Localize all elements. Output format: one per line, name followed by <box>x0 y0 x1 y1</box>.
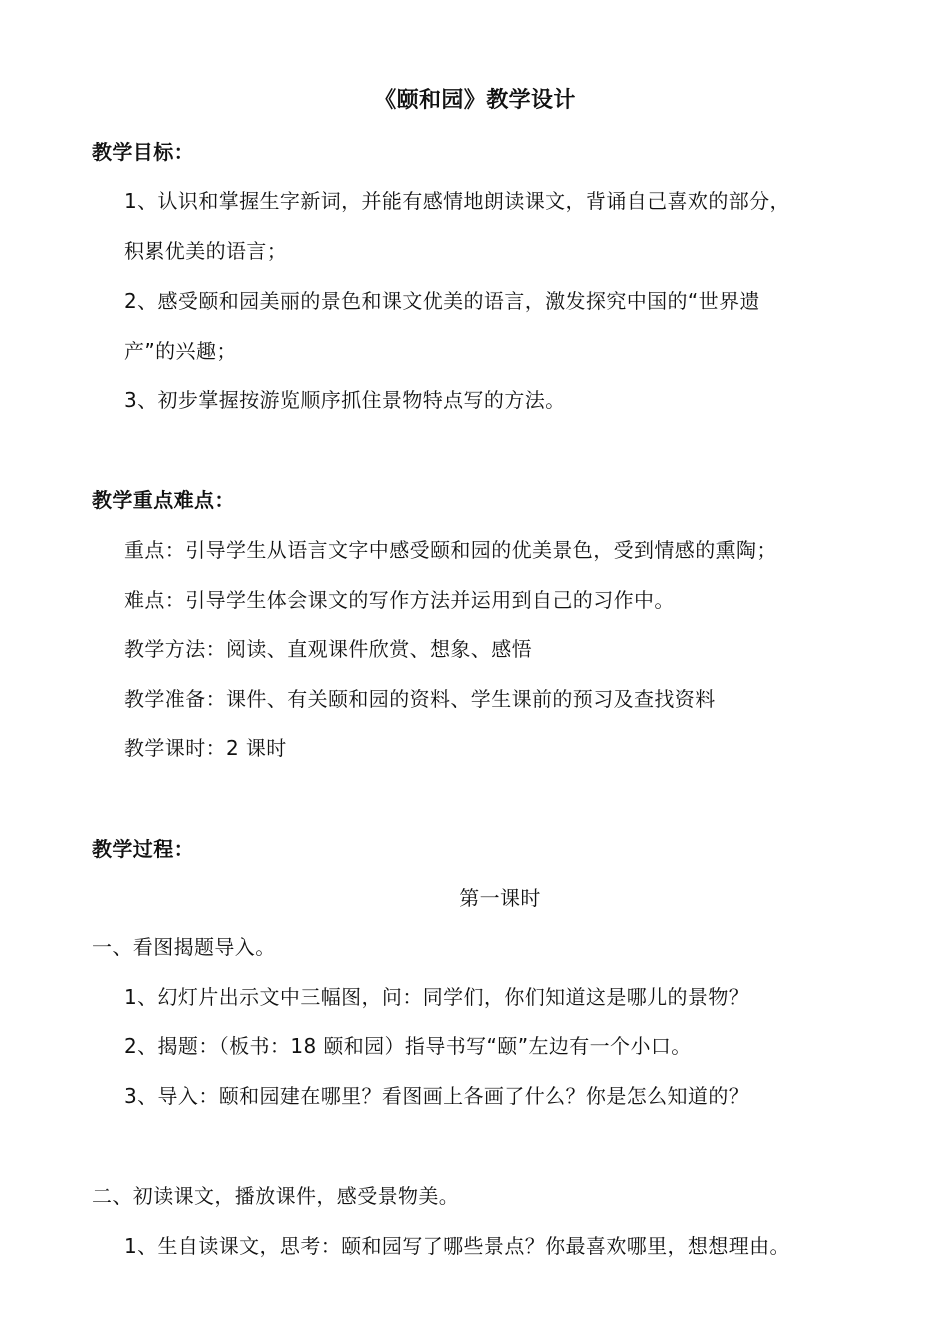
key-point-focus: 重点：引导学生从语言文字中感受颐和园的优美景色，受到情感的熏陶； <box>124 538 777 562</box>
step-1-item-3: 3、导入：颐和园建在哪里？看图画上各画了什么？你是怎么知道的？ <box>124 1084 750 1108</box>
goal-item-1-line-1: 1、认识和掌握生字新词，并能有感情地朗读课文，背诵自己喜欢的部分， <box>124 189 790 213</box>
step-1-item-1: 1、幻灯片出示文中三幅图，问：同学们，你们知道这是哪儿的景物？ <box>124 985 750 1009</box>
step-2-title: 二、初读课文，播放课件，感受景物美。 <box>92 1184 460 1208</box>
page-title: 《颐和园》教学设计 <box>374 88 576 113</box>
goal-item-3: 3、初步掌握按游览顺序抓住景物特点写的方法。 <box>124 388 566 412</box>
teaching-hours: 教学课时：2 课时 <box>124 736 287 760</box>
teaching-preparation: 教学准备：课件、有关颐和园的资料、学生课前的预习及查找资料 <box>124 687 716 711</box>
key-point-difficulty: 难点：引导学生体会课文的写作方法并运用到自己的习作中。 <box>124 588 675 612</box>
step-1-title: 一、看图揭题导入。 <box>92 935 276 959</box>
key-points-heading: 教学重点难点： <box>92 488 235 512</box>
process-heading: 教学过程： <box>92 837 194 861</box>
goal-item-1-line-2: 积累优美的语言； <box>124 239 288 263</box>
goal-item-2-line-2: 产”的兴趣； <box>124 339 237 363</box>
lesson-title: 第一课时 <box>459 886 541 910</box>
goal-item-2-line-1: 2、感受颐和园美丽的景色和课文优美的语言，激发探究中国的“世界遗 <box>124 289 760 313</box>
teaching-method: 教学方法：阅读、直观课件欣赏、想象、感悟 <box>124 637 532 661</box>
step-2-item-1: 1、生自读课文，思考：颐和园写了哪些景点？你最喜欢哪里，想想理由。 <box>124 1234 790 1258</box>
goals-heading: 教学目标： <box>92 140 194 164</box>
step-1-item-2: 2、揭题：（板书：18 颐和园）指导书写“颐”左边有一个小口。 <box>124 1034 692 1058</box>
